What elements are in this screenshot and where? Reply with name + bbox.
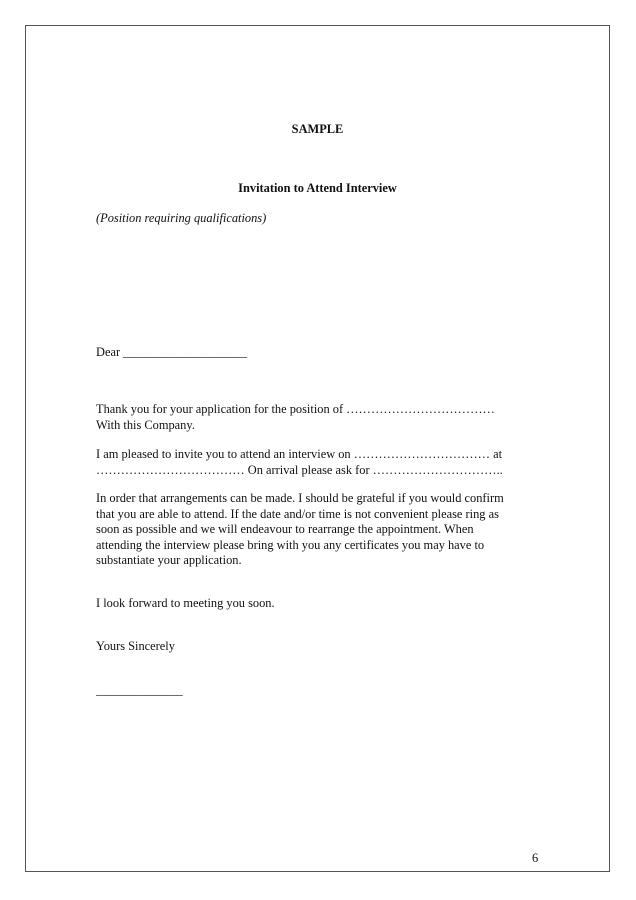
paragraph-3-line-1: In order that arrangements can be made. I should be grateful if you would confirm [96, 491, 504, 505]
signoff: Yours Sincerely [96, 639, 175, 653]
signature-line: ______________ [96, 683, 183, 697]
paragraph-2-line-2: ……………………………… On arrival please ask for ………………………….. [96, 463, 503, 477]
closing-line: I look forward to meeting you soon. [96, 596, 275, 610]
document-title: Invitation to Attend Interview [238, 181, 397, 195]
paragraph-3-line-5: substantiate your application. [96, 553, 242, 567]
paragraph-3-line-3: soon as possible and we will endeavour to rearrange the appointment. When [96, 522, 474, 536]
paragraph-3-line-4: attending the interview please bring with you any certificates you may have to [96, 538, 485, 552]
paragraph-2-line-1: I am pleased to invite you to attend an interview on …………………………… at [96, 447, 503, 461]
position-subtitle: (Position requiring qualifications) [96, 211, 267, 225]
page-number: 6 [532, 851, 539, 865]
salutation: Dear ____________________ [96, 345, 248, 359]
paragraph-3-line-2: that you are able to attend. If the date and/or time is not convenient please ring as [96, 507, 499, 521]
paragraph-1-line-2: With this Company. [96, 418, 195, 432]
paragraph-1-line-1: Thank you for your application for the position of ……………………………… [96, 402, 495, 416]
sample-heading: SAMPLE [291, 122, 344, 136]
